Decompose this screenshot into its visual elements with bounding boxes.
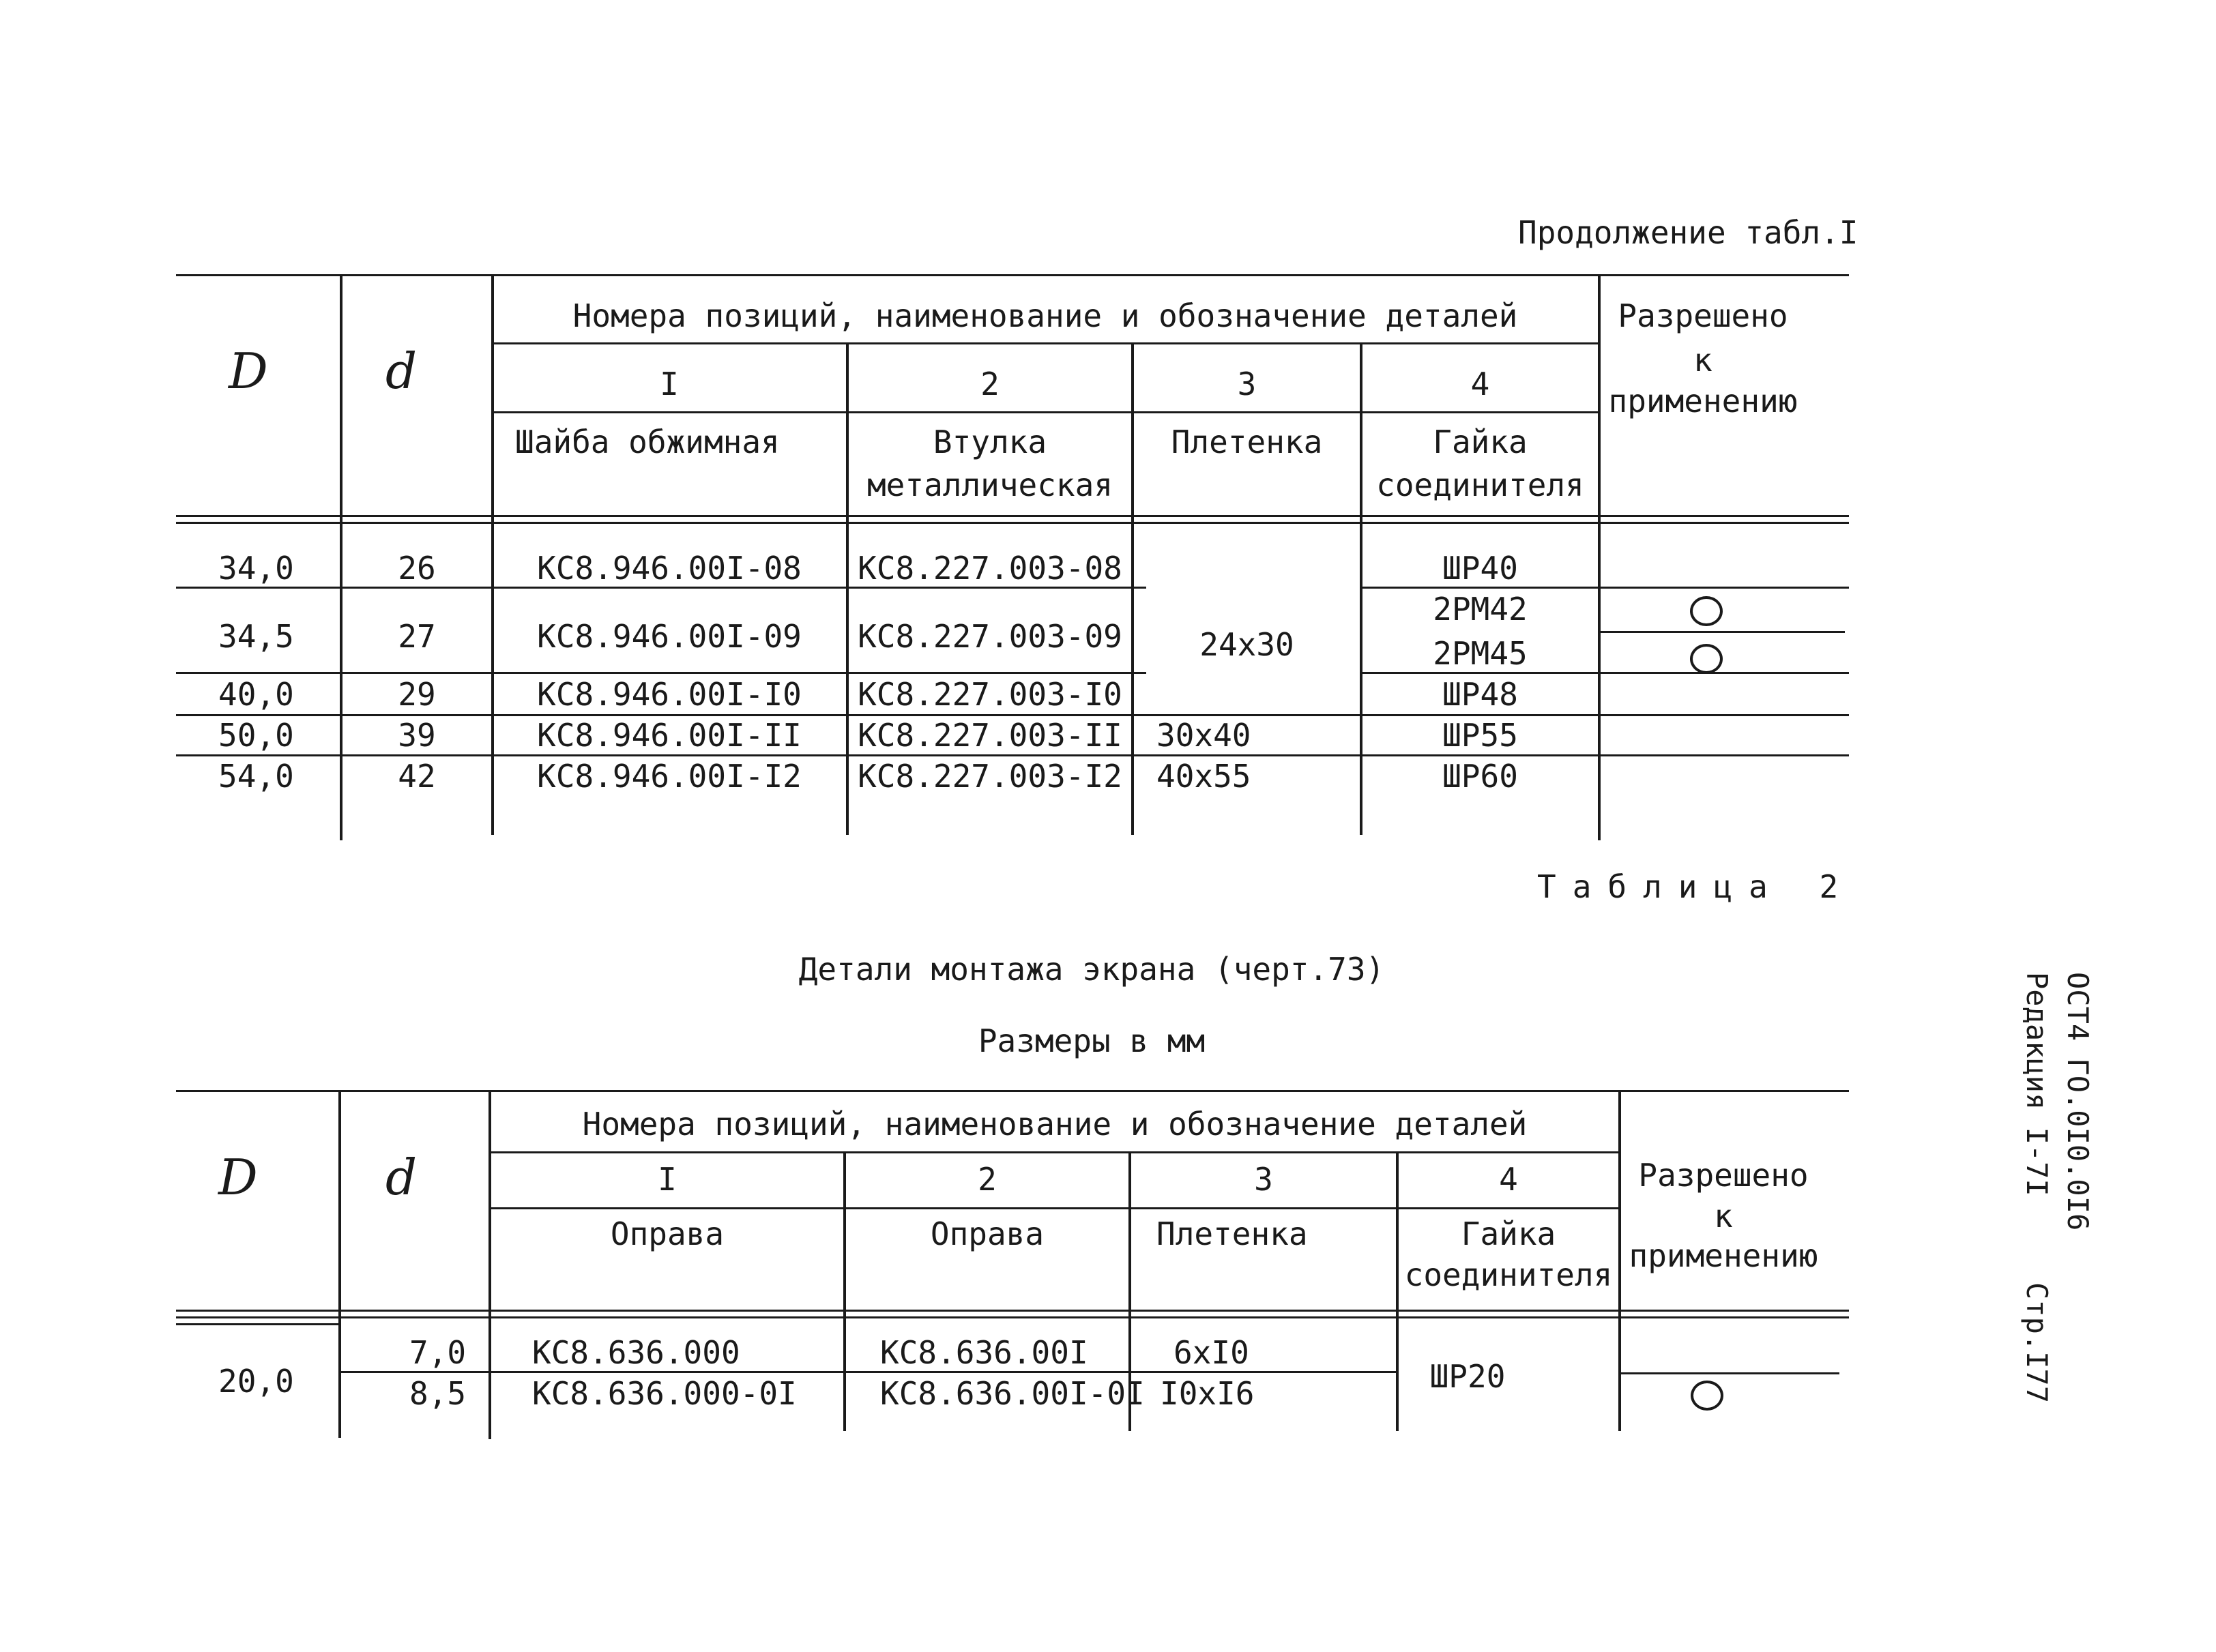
edition-note: Редакция I-7I [2020,972,2054,1196]
cell-washer: КС8.946.00I-II [537,717,802,754]
cell-nut-merged: ШР20 [1429,1358,1506,1395]
cell-braid: 40х55 [1156,758,1251,795]
cell-nut: 2РМ42 [1433,591,1528,628]
cell-D-merged: 20,0 [218,1363,294,1400]
column-number: 4 [1470,366,1490,402]
cell-D: 34,5 [218,618,294,655]
allowed-mark-icon [1690,596,1723,626]
cell-nut: ШР55 [1442,717,1518,754]
cell-washer: КС8.946.00I-I0 [537,676,802,713]
table-2-label: Таблица 2 [1537,868,1855,905]
column-name: Гайка [1433,424,1528,460]
allowed-header-line-3: применению [1629,1237,1818,1274]
column-name: Гайка [1461,1215,1556,1252]
column-number: 3 [1254,1161,1273,1198]
cell-bushing: КС8.227.003-II [858,717,1122,754]
column-name: соединителя [1404,1256,1613,1293]
cell-D: 40,0 [218,676,294,713]
allowed-header-line-1: Разрешено [1638,1157,1809,1194]
column-number: I [658,1161,677,1198]
cell-braid: 6хI0 [1173,1334,1249,1371]
cell-braid-merged: 24х30 [1199,626,1294,663]
cell-mandrel-1: КС8.636.000-0I [532,1375,797,1412]
cell-d: 26 [398,550,436,587]
column-header-d: d [385,1149,418,1206]
cell-d: 7,0 [409,1334,467,1371]
cell-washer: КС8.946.00I-I2 [537,758,802,795]
table-2-title: Детали монтажа экрана (черт.73) [798,951,1385,988]
column-name: Плетенка [1156,1215,1308,1252]
cell-bushing: КС8.227.003-I0 [858,676,1122,713]
cell-d: 27 [398,618,436,655]
continuation-title: Продолжение табл.I [1518,214,1858,251]
group-header: Номера позиций, наименование и обозначение деталей [582,1106,1528,1142]
cell-mandrel-1: КС8.636.000 [532,1334,740,1371]
column-name: Оправа [930,1215,1045,1252]
column-number: 2 [980,366,1000,402]
column-name: Плетенка [1171,424,1323,460]
cell-bushing: КС8.227.003-09 [858,618,1122,655]
allowed-header-line-1: Разрешено [1618,297,1788,334]
column-header-D: D [229,342,268,400]
cell-d: 39 [398,717,436,754]
allowed-mark-icon [1691,1381,1723,1411]
cell-d: 42 [398,758,436,795]
cell-mandrel-2: КС8.636.00I-0I [880,1375,1145,1412]
column-name: Шайба обжимная [515,424,780,460]
cell-d: 29 [398,676,436,713]
allowed-mark-icon [1690,644,1723,674]
column-name: Втулка [933,424,1047,460]
allowed-header-line-2: к [1714,1198,1733,1235]
page-number: Стр.I77 [2020,1282,2054,1404]
table-2-units: Размеры в мм [978,1022,1206,1059]
cell-D: 34,0 [218,550,294,587]
allowed-header-line-2: к [1693,342,1712,379]
cell-mandrel-2: КС8.636.00I [880,1334,1088,1371]
column-number: 3 [1237,366,1257,402]
cell-washer: КС8.946.00I-09 [537,618,802,655]
cell-d: 8,5 [409,1375,467,1412]
column-header-d: d [385,342,418,400]
cell-nut: ШР40 [1442,550,1518,587]
cell-nut: ШР48 [1442,676,1518,713]
allowed-header-line-3: применению [1608,383,1798,419]
cell-bushing: КС8.227.003-I2 [858,758,1122,795]
cell-D: 50,0 [218,717,294,754]
cell-braid: 30х40 [1156,717,1251,754]
cell-braid: I0хI6 [1160,1375,1255,1412]
cell-nut: ШР60 [1442,758,1518,795]
column-number: I [660,366,679,402]
cell-D: 54,0 [218,758,294,795]
cell-washer: КС8.946.00I-08 [537,550,802,587]
cell-bushing: КС8.227.003-08 [858,550,1122,587]
column-name: Оправа [610,1215,725,1252]
column-number: 2 [978,1161,997,1198]
column-number: 4 [1499,1161,1518,1198]
cell-nut: 2РМ45 [1433,635,1528,672]
standard-designation: ОСТ4 ГО.0I0.0I6 [2061,972,2095,1231]
column-name: соединителя [1376,467,1584,503]
column-header-D: D [218,1149,258,1206]
column-name: металлическая [866,467,1113,503]
group-header: Номера позиций, наименование и обозначение деталей [572,297,1518,334]
